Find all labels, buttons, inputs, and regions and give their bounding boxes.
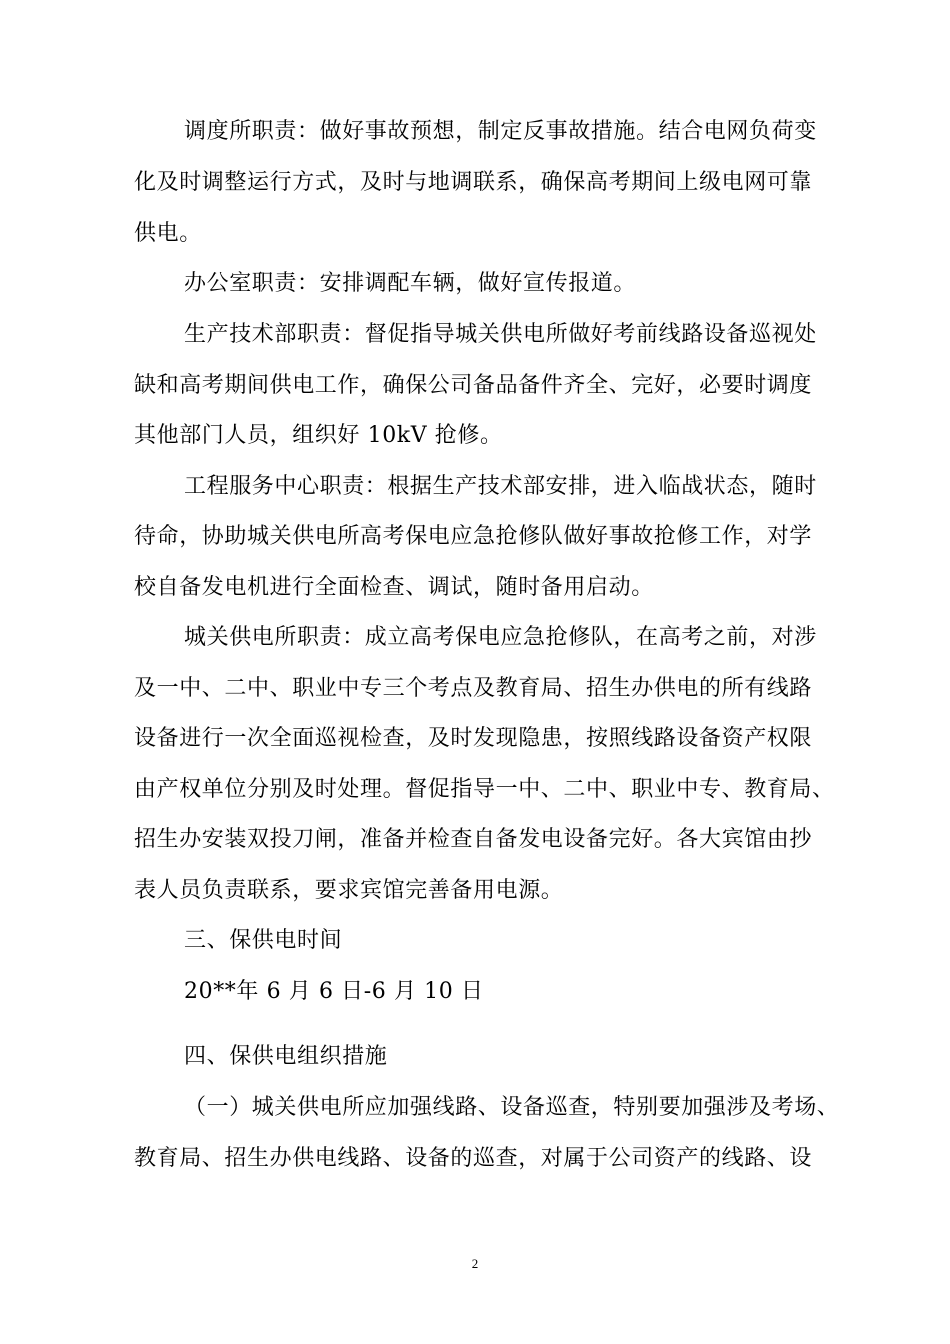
- section-heading: 四、保供电组织措施: [184, 1044, 388, 1069]
- text-line: 供电。: [134, 221, 202, 246]
- text-line: 表人员负责联系，要求宾馆完善备用电源。: [134, 878, 564, 903]
- text-line: 招生办安装双投刀闸，准备并检查自备发电设备完好。各大宾馆由抄: [134, 827, 813, 852]
- text-line: 由产权单位分别及时处理。督促指导一中、二中、职业中专、教育局、: [134, 777, 835, 802]
- text-line: 设备进行一次全面巡视检查，及时发现隐患，按照线路设备资产权限: [134, 726, 813, 751]
- date-range: 20**年 6 月 6 日-6 月 10 日: [184, 979, 484, 1004]
- text-line: 化及时调整运行方式，及时与地调联系，确保高考期间上级电网可靠: [134, 170, 813, 195]
- section-heading: 三、保供电时间: [184, 928, 343, 953]
- text-line: 缺和高考期间供电工作，确保公司备品备件齐全、完好，必要时调度: [134, 373, 813, 398]
- text-line: 调度所职责：做好事故预想，制定反事故措施。结合电网负荷变: [184, 119, 817, 144]
- text-line: 城关供电所职责：成立高考保电应急抢修队，在高考之前，对涉: [184, 625, 817, 650]
- text-line: 生产技术部职责：督促指导城关供电所做好考前线路设备巡视处: [184, 322, 817, 347]
- text-line: 教育局、招生办供电线路、设备的巡查，对属于公司资产的线路、设: [134, 1146, 813, 1171]
- text-line: 待命，协助城关供电所高考保电应急抢修队做好事故抢修工作，对学: [134, 524, 813, 549]
- text-line: 工程服务中心职责：根据生产技术部安排，进入临战状态，随时: [184, 474, 817, 499]
- text-line: 办公室职责：安排调配车辆，做好宣传报道。: [184, 271, 637, 296]
- page-number: 2: [471, 1256, 479, 1271]
- text-line: 及一中、二中、职业中专三个考点及教育局、招生办供电的所有线路: [134, 676, 813, 701]
- text-line: 其他部门人员，组织好 10kV 抢修。: [134, 423, 503, 448]
- text-line: 校自备发电机进行全面检查、调试，随时备用启动。: [134, 575, 654, 600]
- text-line: （一）城关供电所应加强线路、设备巡查，特别要加强涉及考场、: [184, 1095, 840, 1120]
